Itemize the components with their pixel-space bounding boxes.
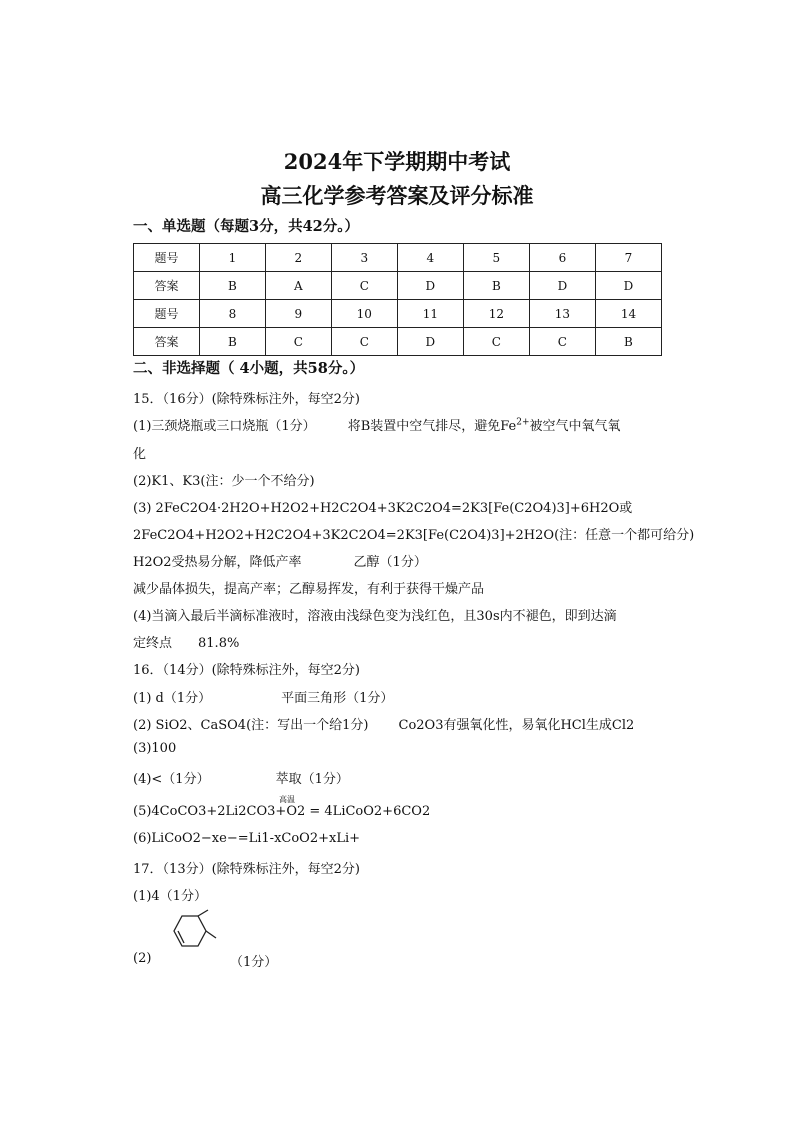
q16-answer-3: (3)100 bbox=[133, 741, 177, 756]
table-cell: C bbox=[265, 328, 331, 356]
table-cell: 1 bbox=[199, 244, 265, 272]
table-cell: C bbox=[331, 272, 397, 300]
q15-answer-2: (2)K1、K3(注：少一个不给分) bbox=[133, 474, 315, 489]
table-row bbox=[134, 328, 662, 356]
exam-title: 2024年下学期期中考试 bbox=[283, 149, 511, 174]
table-cell: 2 bbox=[265, 244, 331, 272]
table-cell: 题号 bbox=[134, 300, 200, 328]
q15-a1-right-pre: 将B装置中空气排尽，避免Fe bbox=[347, 419, 517, 434]
q15-a1-sup: 2+ bbox=[516, 417, 530, 428]
q16-a4-right: 萃取（1分） bbox=[275, 772, 349, 787]
q15-a4-right: 81.8% bbox=[198, 636, 240, 651]
q17-answer-2-score: （1分） bbox=[230, 955, 278, 970]
q16-answer-4 bbox=[133, 768, 349, 787]
q15-answer-4-line-1: (4)当滴入最后半滴标准液时，溶液由浅绿色变为浅红色，且30s内不褪色，即到达滴 bbox=[133, 609, 617, 624]
q15-a1-right-post: 被空气中氧气氧 bbox=[529, 419, 621, 434]
answer-key-title: 高三化学参考答案及评分标准 bbox=[260, 183, 534, 208]
q15-a3-right: 乙醇（1分） bbox=[353, 555, 427, 570]
q17-answer-1: (1)4（1分） bbox=[133, 889, 207, 904]
table-cell: B bbox=[199, 272, 265, 300]
table-cell: D bbox=[529, 272, 595, 300]
q16-header: 16．（14分）(除特殊标注外，每空2分) bbox=[133, 663, 360, 678]
table-cell: 5 bbox=[463, 244, 529, 272]
table-cell: C bbox=[529, 328, 595, 356]
q15-header: 15．（16分）(除特殊标注外，每空2分) bbox=[133, 392, 360, 407]
q16-a2-left: (2) SiO2、CaSO4(注：写出一个给1分) bbox=[133, 718, 369, 733]
section-2-heading: 二、非选择题（ 4小题，共58分。） bbox=[133, 360, 365, 377]
table-cell: 9 bbox=[265, 300, 331, 328]
q15-answer-1 bbox=[133, 415, 621, 434]
table-row bbox=[134, 244, 662, 272]
table-cell: D bbox=[397, 328, 463, 356]
table-cell: C bbox=[463, 328, 529, 356]
answer-table bbox=[133, 243, 662, 356]
q16-a1-right: 平面三角形（1分） bbox=[281, 691, 394, 706]
table-cell: C bbox=[331, 328, 397, 356]
section-1-heading: 一、单选题（每题3分，共42分。） bbox=[133, 218, 360, 235]
table-cell: 13 bbox=[529, 300, 595, 328]
table-cell: 题号 bbox=[134, 244, 200, 272]
q15-answer-3-line-2: 2FeC2O4+H2O2+H2C2O4+3K2C2O4=2K3[Fe(C2O4)3]+2H2O(注：任意一个都可给分) bbox=[133, 528, 695, 543]
table-cell: 8 bbox=[199, 300, 265, 328]
q17-header: 17．（13分）(除特殊标注外，每空2分) bbox=[133, 862, 360, 877]
q16-a1-left: (1) d（1分） bbox=[133, 691, 212, 706]
q16-answer-2 bbox=[133, 714, 634, 733]
q15-answer-3-line-3 bbox=[133, 551, 427, 570]
q17-answer-2-label: (2) bbox=[133, 951, 152, 966]
q15-a3-left: H2O2受热易分解，降低产率 bbox=[133, 555, 302, 570]
q17-dimethylcyclohexene-structure bbox=[160, 908, 222, 966]
table-cell: 14 bbox=[595, 300, 661, 328]
table-cell: D bbox=[595, 272, 661, 300]
table-cell: 4 bbox=[397, 244, 463, 272]
q16-answer-1 bbox=[133, 687, 393, 706]
q15-answer-1-cont: 化 bbox=[133, 447, 147, 462]
q16-a4-left: (4)<（1分） bbox=[133, 772, 210, 787]
q15-answer-4-line-2 bbox=[133, 632, 239, 651]
table-cell: 12 bbox=[463, 300, 529, 328]
table-cell: 答案 bbox=[134, 328, 200, 356]
q15-a4-left: 定终点 bbox=[133, 636, 173, 651]
q15-answer-3-line-1: (3) 2FeC2O4·2H2O+H2O2+H2C2O4+3K2C2O4=2K3[Fe(C2O4)3]+6H2O或 bbox=[133, 501, 633, 516]
table-cell: B bbox=[463, 272, 529, 300]
q16-a2-right: Co2O3有强氧化性，易氧化HCl生成Cl2 bbox=[398, 718, 635, 733]
table-cell: 6 bbox=[529, 244, 595, 272]
q16-answer-5: (5)4CoCO3+2Li2CO3+O2 = 4LiCoO2+6CO2 bbox=[133, 804, 431, 819]
table-cell: B bbox=[199, 328, 265, 356]
table-row bbox=[134, 300, 662, 328]
table-row bbox=[134, 272, 662, 300]
table-cell: 11 bbox=[397, 300, 463, 328]
table-cell: 答案 bbox=[134, 272, 200, 300]
table-cell: 7 bbox=[595, 244, 661, 272]
q16-a5-condition: 高温 bbox=[279, 795, 295, 804]
q16-answer-6: (6)LiCoO2−xe−=Li1-xCoO2+xLi+ bbox=[133, 831, 361, 846]
table-cell: A bbox=[265, 272, 331, 300]
table-cell: 10 bbox=[331, 300, 397, 328]
q15-answer-3-line-4: 减少晶体损失，提高产率；乙醇易挥发，有利于获得干燥产品 bbox=[133, 582, 485, 597]
table-cell: B bbox=[595, 328, 661, 356]
table-cell: D bbox=[397, 272, 463, 300]
table-cell: 3 bbox=[331, 244, 397, 272]
q15-a1-left: (1)三颈烧瓶或三口烧瓶（1分） bbox=[133, 419, 316, 434]
